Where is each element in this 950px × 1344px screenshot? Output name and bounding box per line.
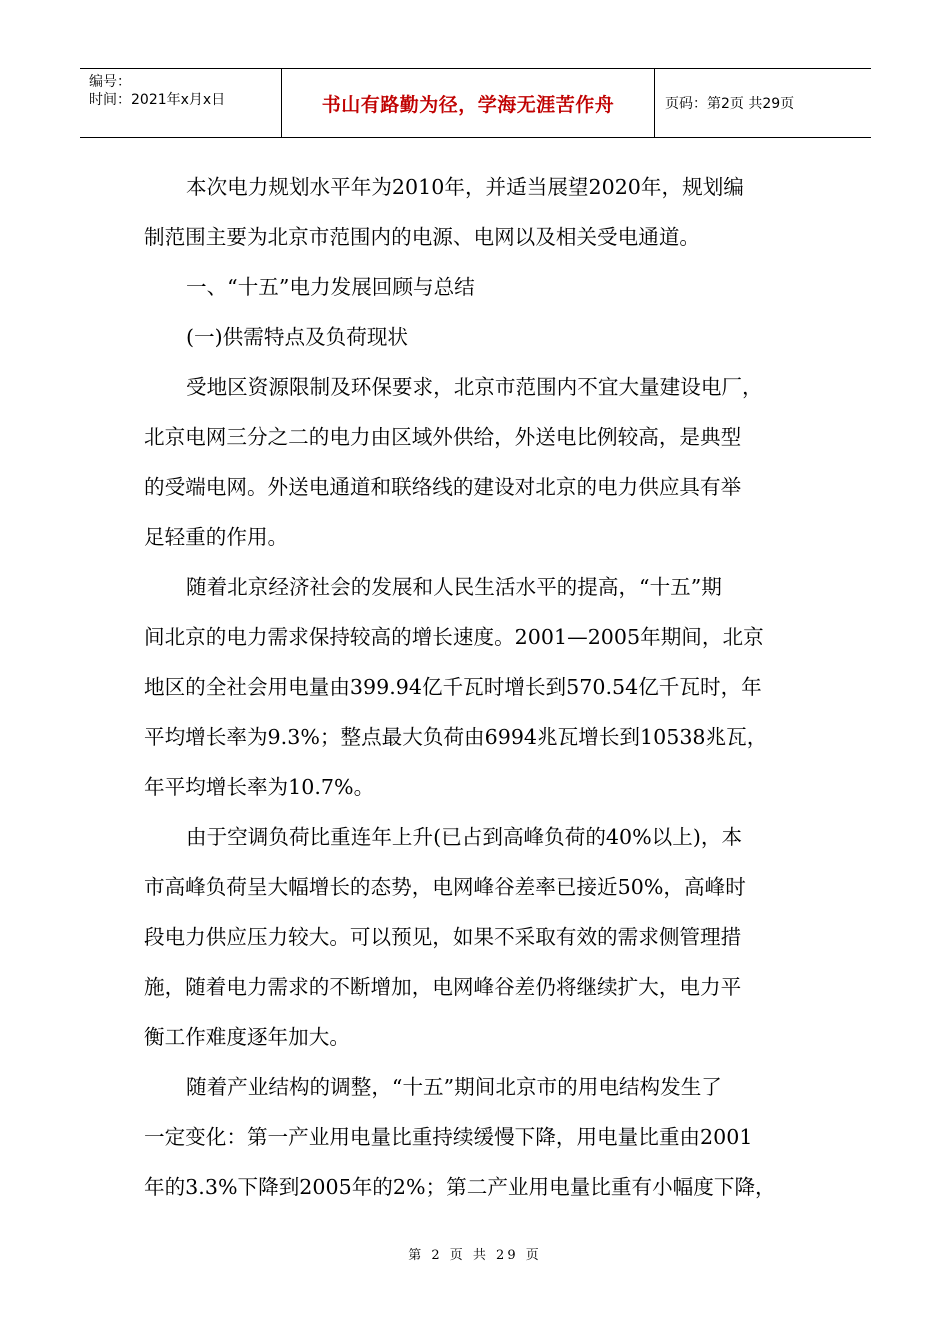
header-meta-cell — [80, 69, 282, 137]
text-line: 北京电网三分之二的电力由区域外供给，外送电比例较高，是典型 — [144, 425, 742, 449]
text-line: 制范围主要为北京市范围内的电源、电网以及相关受电通道。 — [144, 225, 701, 249]
text-line: 一定变化：第一产业用电量比重持续缓慢下降，用电量比重由2001 — [144, 1125, 753, 1149]
page-info: 页码：第2页 共29页 — [665, 96, 795, 112]
text-line: 段电力供应压力较大。可以预见，如果不采取有效的需求侧管理措 — [144, 925, 742, 949]
text-line: 市高峰负荷呈大幅增长的态势，电网峰谷差率已接近50%，高峰时 — [144, 875, 746, 899]
paragraph-scope — [144, 162, 809, 262]
subsection-heading — [144, 312, 809, 362]
header-motto-cell — [282, 69, 655, 137]
text-line: 受地区资源限制及环保要求，北京市范围内不宜大量建设电厂， — [186, 375, 763, 399]
number-label: 编号： — [89, 74, 131, 90]
text-line: 施，随着电力需求的不断增加，电网峰谷差仍将继续扩大，电力平 — [144, 975, 742, 999]
paragraph-structure — [144, 1062, 809, 1212]
paragraph-peak-load — [144, 812, 809, 1062]
text-line: 随着北京经济社会的发展和人民生活水平的提高，“十五”期 — [186, 575, 722, 599]
paragraph-resources — [144, 362, 809, 562]
text-line: 间北京的电力需求保持较高的增长速度。2001—2005年期间，北京 — [144, 625, 764, 649]
text-line: (一)供需特点及负荷现状 — [186, 325, 409, 349]
text-line: 年平均增长率为10.7%。 — [144, 775, 375, 799]
document-body — [144, 162, 809, 1212]
text-line: 由于空调负荷比重连年上升(已占到高峰负荷的40%以上)，本 — [186, 825, 743, 849]
text-line: 足轻重的作用。 — [144, 525, 289, 549]
header-page-cell — [655, 69, 871, 137]
text-line: 平均增长率为9.3%；整点最大负荷由6994兆瓦增长到10538兆瓦， — [144, 725, 768, 749]
paragraph-demand-growth — [144, 562, 809, 812]
text-line: 年的3.3%下降到2005年的2%；第二产业用电量比重有小幅度下降， — [144, 1175, 776, 1199]
text-line: 的受端电网。外送电通道和联络线的建设对北京的电力供应具有举 — [144, 475, 742, 499]
text-line: 衡工作难度逐年加大。 — [144, 1025, 350, 1049]
document-header — [80, 68, 871, 138]
text-line: 随着产业结构的调整，“十五”期间北京市的用电结构发生了 — [186, 1075, 722, 1099]
text-line: 本次电力规划水平年为2010年，并适当展望2020年，规划编 — [186, 175, 744, 199]
motto-text: 书山有路勤为径，学海无涯苦作舟 — [321, 93, 615, 116]
text-line: 一、“十五”电力发展回顾与总结 — [186, 275, 475, 299]
section-heading — [144, 262, 809, 312]
date-label: 时间：2021年x月x日 — [89, 92, 226, 108]
text-line: 地区的全社会用电量由399.94亿千瓦时增长到570.54亿千瓦时，年 — [144, 675, 762, 699]
page-footer: 第 2 页 共 29 页 — [408, 1248, 542, 1263]
